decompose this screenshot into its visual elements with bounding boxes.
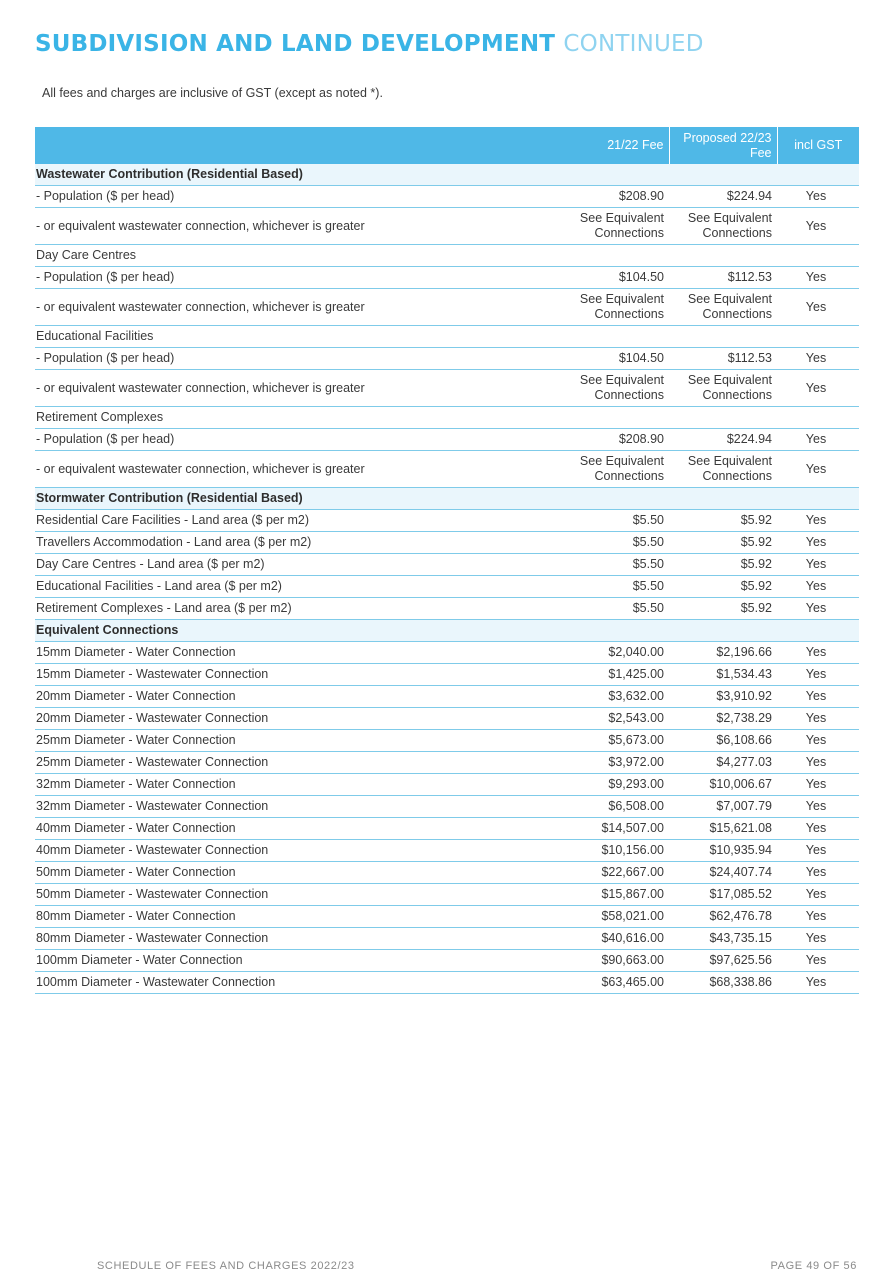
- row-fee-2122-value: $208.90: [618, 189, 664, 203]
- row-fee-2223-value: $112.53: [727, 270, 772, 284]
- row-fee-2223: [669, 451, 777, 488]
- row-fee-2122-value: $104.50: [618, 351, 664, 365]
- row-incl-gst: Yes: [777, 664, 859, 686]
- row-label: 25mm Diameter - Water Connection: [35, 730, 558, 752]
- row-fee-2122-value: $5.50: [632, 557, 664, 571]
- row-incl-gst: Yes: [777, 708, 859, 730]
- row-fee-2223-value: $6,108.66: [716, 733, 772, 747]
- table-row: [35, 510, 859, 532]
- row-incl-gst: [777, 164, 859, 186]
- row-fee-2122: [558, 186, 669, 208]
- row-label: 100mm Diameter - Wastewater Connection: [35, 972, 558, 994]
- row-fee-2122: [558, 972, 669, 994]
- row-fee-2122: [558, 451, 669, 488]
- row-fee-2122-value: $3,632.00: [608, 689, 664, 703]
- row-fee-2223: [669, 686, 777, 708]
- page-title-suffix: CONTINUED: [563, 31, 704, 57]
- fees-table: [35, 127, 859, 994]
- table-row: [35, 186, 859, 208]
- row-fee-2122: [558, 370, 669, 407]
- row-fee-2223: [669, 532, 777, 554]
- row-fee-2122: [558, 488, 669, 510]
- row-fee-2122: [558, 598, 669, 620]
- row-incl-gst: Yes: [777, 576, 859, 598]
- row-fee-2223: [669, 348, 777, 370]
- row-label: Travellers Accommodation - Land area ($ per m2): [35, 532, 558, 554]
- table-row: [35, 208, 859, 245]
- row-fee-2223-value: See Equivalent Connections: [687, 292, 772, 321]
- row-fee-2223: [669, 289, 777, 326]
- row-incl-gst: Yes: [777, 510, 859, 532]
- row-fee-2223-value: $10,935.94: [709, 843, 772, 857]
- row-fee-2223: [669, 267, 777, 289]
- table-row: [35, 752, 859, 774]
- row-fee-2122-value: $5,673.00: [608, 733, 664, 747]
- row-incl-gst: Yes: [777, 451, 859, 488]
- row-fee-2122: [558, 752, 669, 774]
- row-fee-2223: [669, 510, 777, 532]
- table-row: [35, 429, 859, 451]
- section-header-row: [35, 164, 859, 186]
- row-fee-2223-value: $68,338.86: [709, 975, 772, 989]
- row-fee-2223: [669, 752, 777, 774]
- row-fee-2223: [669, 554, 777, 576]
- row-fee-2223: [669, 488, 777, 510]
- row-fee-2223-value: $5.92: [740, 535, 772, 549]
- row-fee-2223-value: See Equivalent Connections: [687, 454, 772, 483]
- group-label-row: [35, 326, 859, 348]
- row-fee-2122: [558, 208, 669, 245]
- table-row: [35, 451, 859, 488]
- row-fee-2223: [669, 796, 777, 818]
- row-incl-gst: Yes: [777, 752, 859, 774]
- row-incl-gst: Yes: [777, 429, 859, 451]
- row-label: - or equivalent wastewater connection, whichever is greater: [35, 289, 558, 326]
- row-fee-2122: [558, 686, 669, 708]
- row-fee-2223: [669, 208, 777, 245]
- row-fee-2223: [669, 950, 777, 972]
- row-fee-2223: [669, 429, 777, 451]
- row-label: - or equivalent wastewater connection, whichever is greater: [35, 370, 558, 407]
- row-incl-gst: [777, 620, 859, 642]
- fees-table-body: [35, 164, 859, 994]
- row-fee-2223: [669, 818, 777, 840]
- row-label: - or equivalent wastewater connection, whichever is greater: [35, 208, 558, 245]
- row-fee-2122: [558, 642, 669, 664]
- row-fee-2223: [669, 620, 777, 642]
- row-incl-gst: Yes: [777, 186, 859, 208]
- row-fee-2122-value: $208.90: [618, 432, 664, 446]
- row-fee-2223-value: $5.92: [740, 601, 772, 615]
- row-incl-gst: Yes: [777, 884, 859, 906]
- table-row: [35, 818, 859, 840]
- table-row: [35, 884, 859, 906]
- row-fee-2223-value: $112.53: [727, 351, 772, 365]
- row-label: 25mm Diameter - Wastewater Connection: [35, 752, 558, 774]
- row-incl-gst: Yes: [777, 928, 859, 950]
- row-fee-2122-value: $1,425.00: [608, 667, 664, 681]
- row-fee-2122: [558, 906, 669, 928]
- row-fee-2122: [558, 840, 669, 862]
- table-row: [35, 862, 859, 884]
- row-label: - Population ($ per head): [35, 429, 558, 451]
- row-fee-2122-value: $3,972.00: [608, 755, 664, 769]
- row-incl-gst: Yes: [777, 370, 859, 407]
- row-fee-2223-value: $10,006.67: [709, 777, 772, 791]
- table-row: [35, 950, 859, 972]
- row-fee-2223-value: $97,625.56: [709, 953, 772, 967]
- row-fee-2122: [558, 164, 669, 186]
- row-label: Residential Care Facilities - Land area ($ per m2): [35, 510, 558, 532]
- row-fee-2122-value: $5.50: [632, 535, 664, 549]
- header-row: [35, 127, 859, 164]
- row-fee-2122: [558, 862, 669, 884]
- row-label: 20mm Diameter - Wastewater Connection: [35, 708, 558, 730]
- row-incl-gst: [777, 326, 859, 348]
- row-fee-2122-value: $10,156.00: [601, 843, 664, 857]
- row-incl-gst: Yes: [777, 818, 859, 840]
- footer-page-number: PAGE 49 OF 56: [770, 1260, 857, 1272]
- table-row: [35, 664, 859, 686]
- table-row: [35, 267, 859, 289]
- table-row: [35, 348, 859, 370]
- row-label: 50mm Diameter - Wastewater Connection: [35, 884, 558, 906]
- row-incl-gst: Yes: [777, 796, 859, 818]
- table-row: [35, 972, 859, 994]
- row-fee-2223-value: $5.92: [740, 557, 772, 571]
- table-row: [35, 532, 859, 554]
- table-row: [35, 928, 859, 950]
- row-fee-2122: [558, 510, 669, 532]
- row-fee-2223-value: $43,735.15: [709, 931, 772, 945]
- row-fee-2223-value: See Equivalent Connections: [687, 211, 772, 240]
- row-label: Stormwater Contribution (Residential Based): [35, 488, 558, 510]
- row-label: 15mm Diameter - Wastewater Connection: [35, 664, 558, 686]
- row-fee-2122-value: $104.50: [618, 270, 664, 284]
- row-fee-2122: [558, 884, 669, 906]
- row-fee-2223-value: $5.92: [740, 513, 772, 527]
- row-label: Day Care Centres: [35, 245, 558, 267]
- row-fee-2223-value: $1,534.43: [716, 667, 772, 681]
- row-incl-gst: Yes: [777, 532, 859, 554]
- row-label: 40mm Diameter - Wastewater Connection: [35, 840, 558, 862]
- row-label: Educational Facilities: [35, 326, 558, 348]
- row-fee-2223-value: $62,476.78: [709, 909, 772, 923]
- row-fee-2122-value: $22,667.00: [601, 865, 664, 879]
- row-fee-2122-value: $5.50: [632, 579, 664, 593]
- row-fee-2223: [669, 862, 777, 884]
- row-incl-gst: Yes: [777, 840, 859, 862]
- row-incl-gst: Yes: [777, 906, 859, 928]
- row-incl-gst: Yes: [777, 554, 859, 576]
- table-row: [35, 370, 859, 407]
- page-title-main: SUBDIVISION AND LAND DEVELOPMENT: [35, 31, 556, 57]
- row-fee-2223: [669, 576, 777, 598]
- row-fee-2122: [558, 245, 669, 267]
- row-fee-2122-value: $5.50: [632, 513, 664, 527]
- row-fee-2122: [558, 429, 669, 451]
- row-fee-2223: [669, 326, 777, 348]
- row-label: 80mm Diameter - Wastewater Connection: [35, 928, 558, 950]
- section-header-row: [35, 488, 859, 510]
- page-title: [35, 31, 704, 57]
- row-incl-gst: Yes: [777, 730, 859, 752]
- row-fee-2122-value: See Equivalent Connections: [579, 454, 664, 483]
- row-label: 40mm Diameter - Water Connection: [35, 818, 558, 840]
- row-fee-2223: [669, 972, 777, 994]
- row-fee-2223: [669, 730, 777, 752]
- column-header-description: [35, 127, 558, 164]
- row-fee-2122: [558, 774, 669, 796]
- row-fee-2122: [558, 532, 669, 554]
- row-label: 20mm Diameter - Water Connection: [35, 686, 558, 708]
- row-incl-gst: Yes: [777, 774, 859, 796]
- row-fee-2223-value: $2,738.29: [716, 711, 772, 725]
- footer-document-title: SCHEDULE OF FEES AND CHARGES 2022/23: [97, 1260, 355, 1272]
- row-fee-2122: [558, 730, 669, 752]
- row-fee-2223: [669, 884, 777, 906]
- row-fee-2122-value: $5.50: [632, 601, 664, 615]
- row-fee-2122: [558, 708, 669, 730]
- row-label: - or equivalent wastewater connection, whichever is greater: [35, 451, 558, 488]
- row-label: - Population ($ per head): [35, 348, 558, 370]
- table-row: [35, 576, 859, 598]
- row-incl-gst: Yes: [777, 972, 859, 994]
- row-fee-2122: [558, 796, 669, 818]
- row-fee-2223-value: $4,277.03: [716, 755, 772, 769]
- table-row: [35, 796, 859, 818]
- row-fee-2122-value: $6,508.00: [608, 799, 664, 813]
- row-fee-2122-value: $58,021.00: [601, 909, 664, 923]
- fees-table-header: [35, 127, 859, 164]
- row-fee-2223-value: $17,085.52: [709, 887, 772, 901]
- row-label: 100mm Diameter - Water Connection: [35, 950, 558, 972]
- row-fee-2122-value: $90,663.00: [601, 953, 664, 967]
- row-incl-gst: Yes: [777, 642, 859, 664]
- row-incl-gst: Yes: [777, 598, 859, 620]
- section-header-row: [35, 620, 859, 642]
- row-fee-2122-value: $2,040.00: [608, 645, 664, 659]
- table-row: [35, 774, 859, 796]
- row-incl-gst: [777, 407, 859, 429]
- row-fee-2122: [558, 407, 669, 429]
- row-fee-2122-value: See Equivalent Connections: [579, 292, 664, 321]
- row-label: - Population ($ per head): [35, 267, 558, 289]
- row-fee-2122-value: See Equivalent Connections: [579, 373, 664, 402]
- column-header-fee-2223-text: Proposed 22/23 Fee: [683, 130, 772, 160]
- group-label-row: [35, 245, 859, 267]
- row-fee-2223: [669, 664, 777, 686]
- column-header-incl-gst: incl GST: [777, 127, 859, 164]
- row-fee-2223: [669, 245, 777, 267]
- row-label: Educational Facilities - Land area ($ per m2): [35, 576, 558, 598]
- row-fee-2122: [558, 267, 669, 289]
- row-label: Retirement Complexes: [35, 407, 558, 429]
- row-fee-2223: [669, 840, 777, 862]
- row-incl-gst: Yes: [777, 348, 859, 370]
- row-fee-2223: [669, 642, 777, 664]
- table-row: [35, 906, 859, 928]
- table-row: [35, 598, 859, 620]
- row-label: 50mm Diameter - Water Connection: [35, 862, 558, 884]
- row-fee-2223: [669, 186, 777, 208]
- row-label: 32mm Diameter - Wastewater Connection: [35, 796, 558, 818]
- table-row: [35, 730, 859, 752]
- row-fee-2122: [558, 818, 669, 840]
- row-label: Day Care Centres - Land area ($ per m2): [35, 554, 558, 576]
- row-incl-gst: Yes: [777, 289, 859, 326]
- row-fee-2122-value: $63,465.00: [601, 975, 664, 989]
- row-label: Retirement Complexes - Land area ($ per m2): [35, 598, 558, 620]
- row-label: 32mm Diameter - Water Connection: [35, 774, 558, 796]
- table-row: [35, 840, 859, 862]
- table-row: [35, 289, 859, 326]
- column-header-fee-2223: [669, 127, 777, 164]
- row-fee-2122: [558, 554, 669, 576]
- row-fee-2223-value: $15,621.08: [709, 821, 772, 835]
- row-fee-2223: [669, 407, 777, 429]
- row-fee-2223: [669, 164, 777, 186]
- row-fee-2122-value: $40,616.00: [601, 931, 664, 945]
- row-fee-2122: [558, 326, 669, 348]
- row-incl-gst: [777, 245, 859, 267]
- row-fee-2223-value: $24,407.74: [709, 865, 772, 879]
- row-fee-2223: [669, 906, 777, 928]
- row-label: 15mm Diameter - Water Connection: [35, 642, 558, 664]
- row-fee-2223-value: $3,910.92: [716, 689, 772, 703]
- row-fee-2122-value: $2,543.00: [608, 711, 664, 725]
- row-fee-2122-value: $15,867.00: [601, 887, 664, 901]
- row-fee-2223-value: See Equivalent Connections: [687, 373, 772, 402]
- table-row: [35, 686, 859, 708]
- row-label: Equivalent Connections: [35, 620, 558, 642]
- row-fee-2223-value: $2,196.66: [716, 645, 772, 659]
- row-fee-2122: [558, 950, 669, 972]
- gst-note: All fees and charges are inclusive of GST (except as noted *).: [42, 86, 383, 100]
- table-row: [35, 642, 859, 664]
- group-label-row: [35, 407, 859, 429]
- row-fee-2122: [558, 576, 669, 598]
- row-incl-gst: Yes: [777, 267, 859, 289]
- row-label: 80mm Diameter - Water Connection: [35, 906, 558, 928]
- row-fee-2223-value: $5.92: [740, 579, 772, 593]
- row-label: Wastewater Contribution (Residential Based): [35, 164, 558, 186]
- row-fee-2122: [558, 620, 669, 642]
- row-fee-2223-value: $224.94: [726, 189, 772, 203]
- row-incl-gst: Yes: [777, 208, 859, 245]
- row-fee-2122: [558, 289, 669, 326]
- row-fee-2223: [669, 774, 777, 796]
- row-incl-gst: Yes: [777, 950, 859, 972]
- row-fee-2122: [558, 664, 669, 686]
- row-fee-2223: [669, 708, 777, 730]
- column-header-fee-2122: 21/22 Fee: [558, 127, 669, 164]
- row-fee-2122-value: See Equivalent Connections: [579, 211, 664, 240]
- row-fee-2122: [558, 928, 669, 950]
- row-fee-2223: [669, 928, 777, 950]
- table-row: [35, 554, 859, 576]
- row-fee-2122-value: $14,507.00: [601, 821, 664, 835]
- row-fee-2223: [669, 370, 777, 407]
- row-incl-gst: [777, 488, 859, 510]
- table-row: [35, 708, 859, 730]
- row-incl-gst: Yes: [777, 686, 859, 708]
- row-fee-2122-value: $9,293.00: [608, 777, 664, 791]
- row-fee-2223-value: $7,007.79: [716, 799, 772, 813]
- row-label: - Population ($ per head): [35, 186, 558, 208]
- row-incl-gst: Yes: [777, 862, 859, 884]
- row-fee-2223: [669, 598, 777, 620]
- row-fee-2223-value: $224.94: [726, 432, 772, 446]
- row-fee-2122: [558, 348, 669, 370]
